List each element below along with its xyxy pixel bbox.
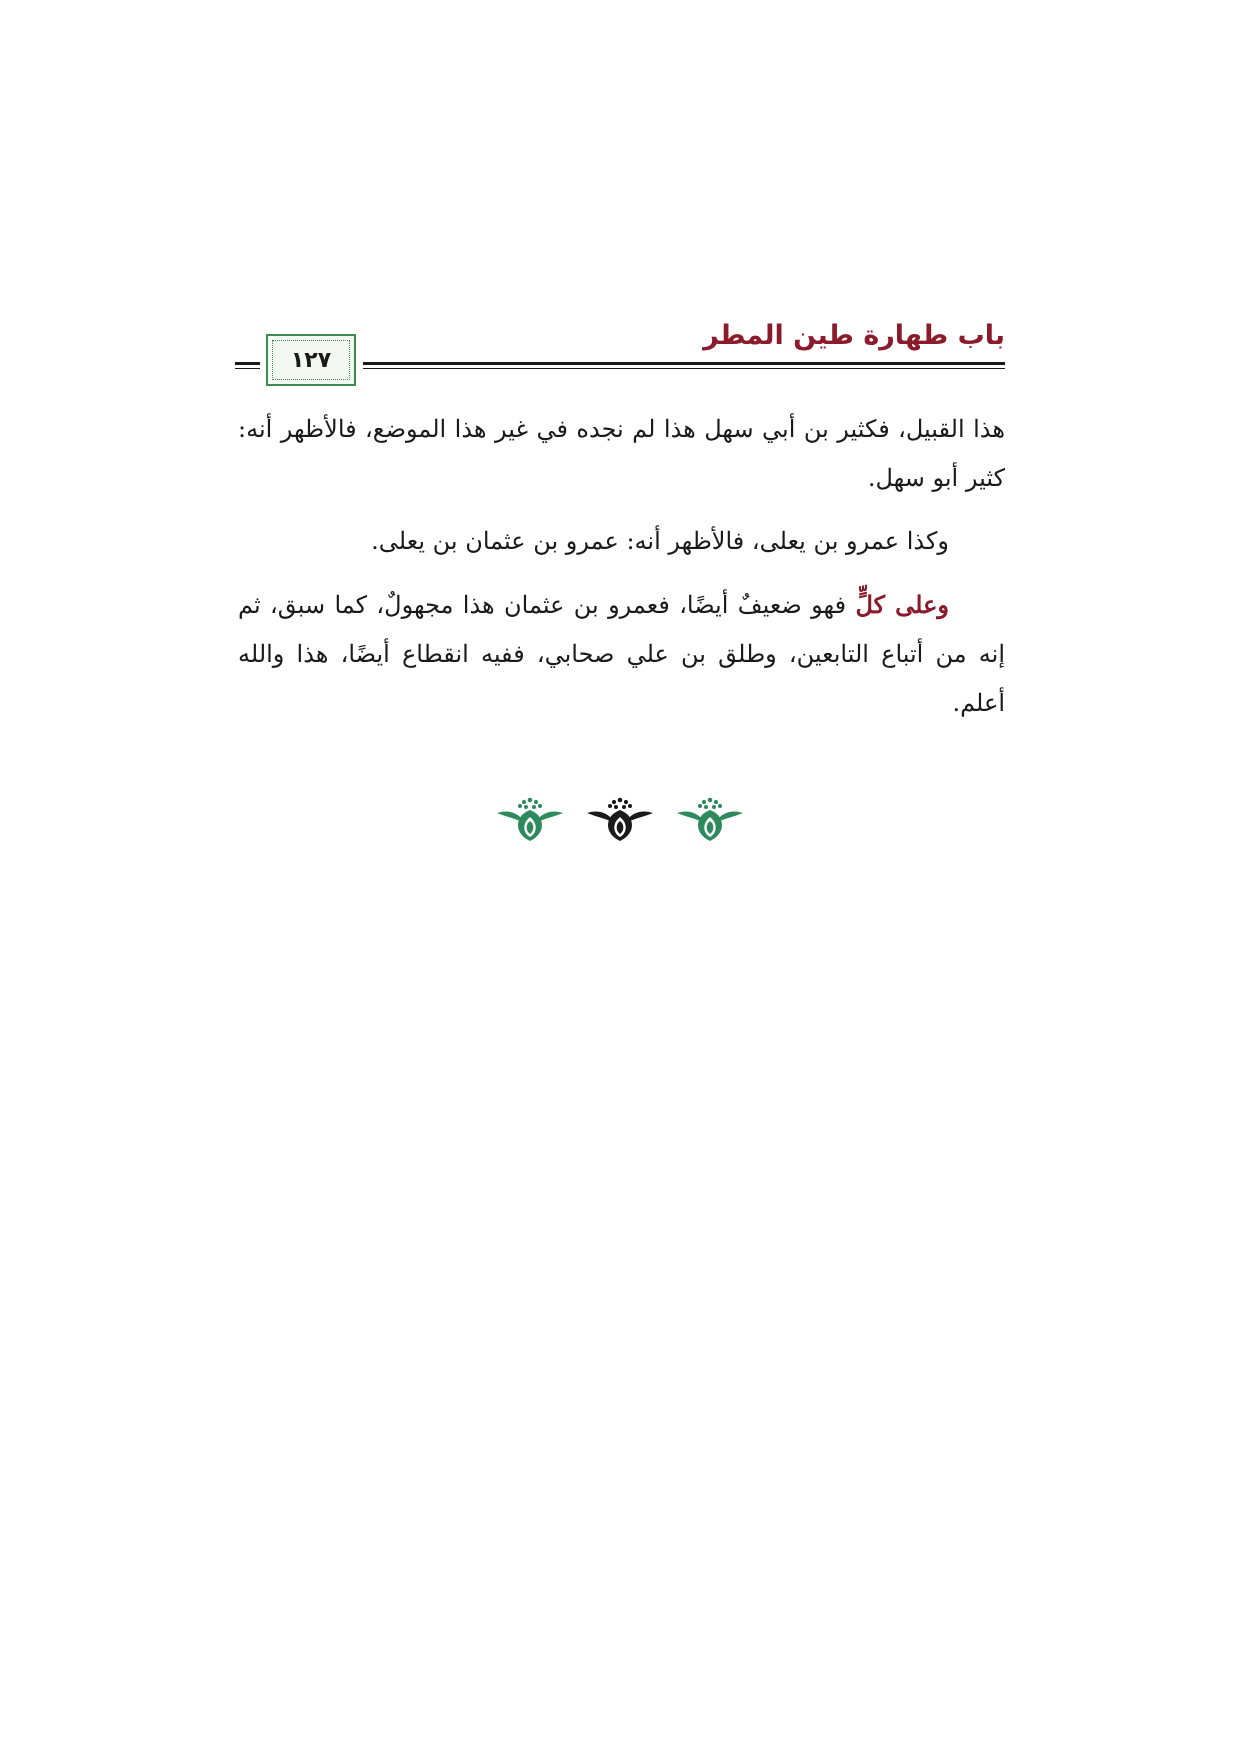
highlighted-lead: وعلى كلٍّ [855, 590, 949, 619]
paragraph [238, 405, 1005, 503]
paragraph [238, 517, 1005, 566]
floral-ornament-icon [495, 795, 565, 845]
paragraph-text: وكذا عمرو بن يعلى، فالأظهر أنه: عمرو بن عثمان بن يعلى. [371, 527, 949, 555]
paragraph-text: فهو ضعيفٌ أيضًا، فعمرو بن عثمان هذا مجهولٌ، كما سبق، ثم إنه من أتباع التابعين، وطلق بن علي صحابي، ففيه انقطاع أيضًا، هذا والله أعلم. [238, 591, 1005, 717]
body-text [238, 405, 1005, 742]
page-number: ١٢٧ [272, 340, 350, 380]
paragraph-text: هذا القبيل، فكثير بن أبي سهل هذا لم نجده في غير هذا الموضع، فالأظهر أنه: كثير أبو سهل. [238, 415, 1005, 492]
chapter-title: باب طهارة طين المطر [703, 320, 1005, 351]
header-rule-right [363, 362, 1005, 369]
section-end-ornaments [0, 795, 1240, 855]
floral-ornament-icon [585, 795, 655, 845]
page-number-frame [266, 334, 356, 386]
floral-ornament-icon [675, 795, 745, 845]
paragraph [238, 580, 1005, 728]
header-rule-left [235, 362, 260, 369]
page-header [235, 318, 1005, 388]
